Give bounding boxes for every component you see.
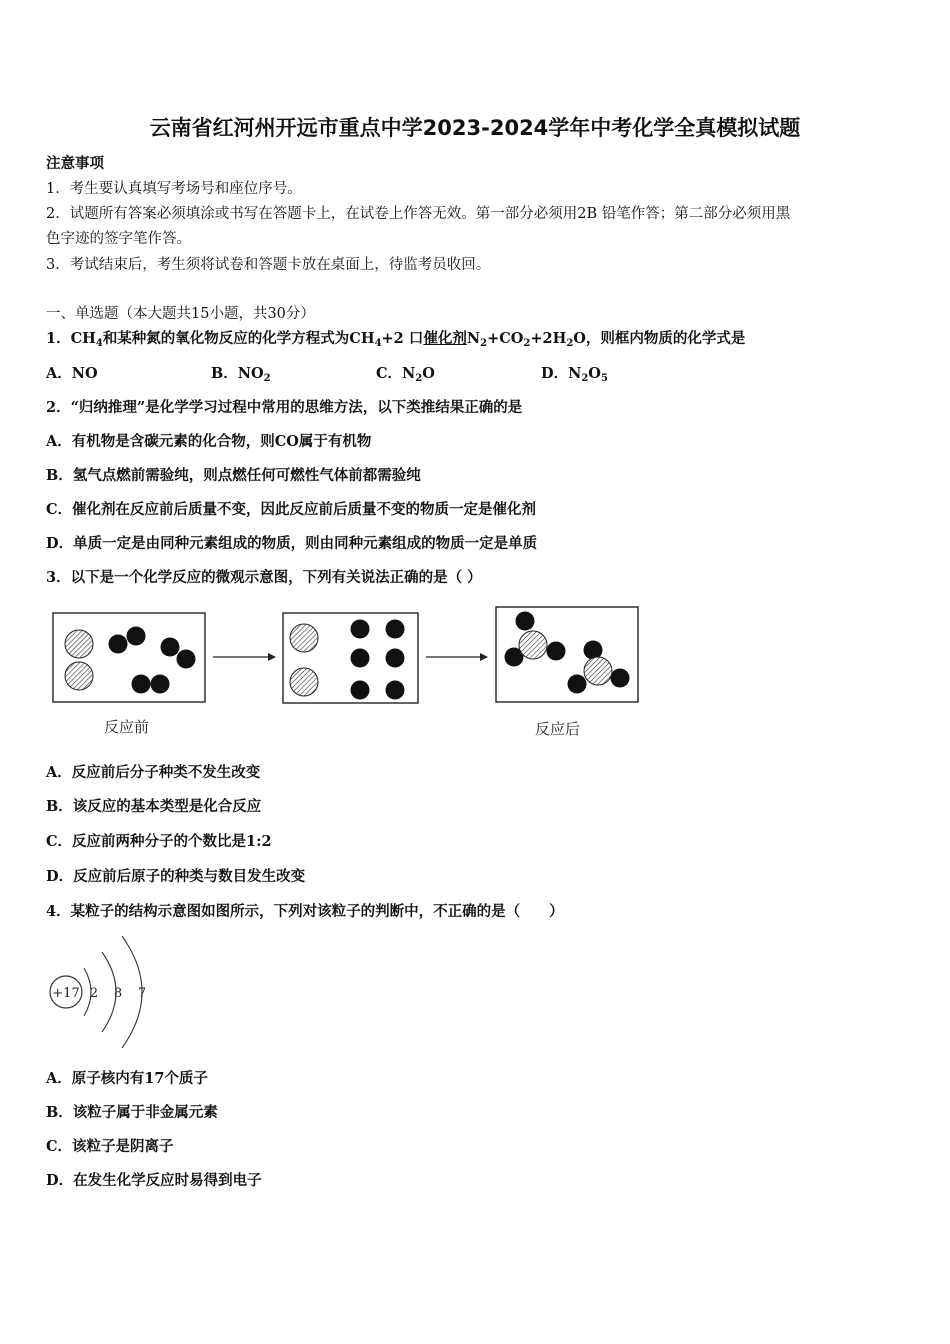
notice-item: 2．试题所有答案必须填涂或书写在答题卡上，在试卷上作答无效。第一部分必须用2B 铅笔作答；第二部分必须用黑: [46, 206, 791, 222]
q1-stem: 1．$CH_4$和某种氮的氧化物反应的化学方程式为$CH_4+2$ 口催化剂$N_2+CO_2+2H_2O$，则框内物质的化学式是: [46, 330, 746, 349]
option-c: C．$N_2O$: [376, 365, 435, 384]
option-b: B．$NO_2$: [211, 365, 271, 384]
q3-option-a: A．反应前后分子种类不发生改变: [46, 764, 261, 781]
box-before: [53, 613, 205, 702]
notice-item: 1．考生要认真填写考场号和座位序号。: [46, 181, 302, 197]
reaction-diagram: [40, 598, 660, 710]
shell-electrons-1: 2: [89, 986, 99, 1001]
catalyst-label: 催化剂: [423, 330, 467, 347]
arrow-2: [426, 653, 488, 661]
q2-option-b: B．氢气点燃前需验纯，则点燃任何可燃性气体前都需验纯: [46, 467, 421, 484]
shell-electrons-3: 7: [137, 986, 147, 1001]
notice-item: 色字迹的签字笔作答。: [46, 231, 191, 247]
arrow-1: [213, 653, 276, 661]
q4-option-c: C．该粒子是阴离子: [46, 1138, 174, 1155]
q3-stem: 3．以下是一个化学反应的微观示意图，下列有关说法正确的是（ ）: [46, 569, 482, 586]
nucleus-charge: +17: [52, 986, 80, 1001]
q4-option-b: B．该粒子属于非金属元素: [46, 1104, 218, 1121]
q2-option-a: A．有机物是含碳元素的化合物，则CO属于有机物: [46, 433, 372, 450]
page-title: 云南省红河州开远市重点中学2023-2024学年中考化学全真模拟试题: [149, 116, 801, 140]
q2-option-c: C．催化剂在反应前后质量不变，因此反应前后质量不变的物质一定是催化剂: [46, 501, 537, 518]
option-d: D．$N_2O_5$: [541, 365, 608, 384]
q3-option-b: B．该反应的基本类型是化合反应: [46, 798, 262, 815]
section-heading: 一、单选题（本大题共15小题，共30分）: [46, 306, 315, 322]
shell-electrons-2: 8: [113, 986, 123, 1001]
q3-option-c: C．反应前两种分子的个数比是1:2: [46, 833, 272, 850]
notice-item: 3．考试结束后，考生须将试卷和答题卡放在桌面上，待监考员收回。: [46, 257, 491, 273]
notice-heading: 注意事项: [46, 155, 104, 172]
q2-stem: 2．“归纳推理”是化学学习过程中常用的思维方法，以下类推结果正确的是: [46, 399, 523, 416]
q3-option-d: D．反应前后原子的种类与数目发生改变: [46, 868, 306, 885]
q2-option-d: D．单质一定是由同种元素组成的物质，则由同种元素组成的物质一定是单质: [46, 535, 538, 552]
box-after: [496, 607, 638, 702]
option-a: A．NO: [46, 365, 98, 382]
q4-option-a: A．原子核内有17个质子: [46, 1070, 208, 1087]
caption-after: 反应后: [535, 720, 581, 738]
atom-structure-diagram: [40, 930, 170, 1050]
caption-before: 反应前: [104, 718, 150, 736]
q1-options: [46, 362, 706, 383]
box-middle: [283, 613, 418, 703]
q4-stem: 4．某粒子的结构示意图如图所示，下列对该粒子的判断中，不正确的是（ ）: [46, 903, 564, 920]
q4-option-d: D．在发生化学反应时易得到电子: [46, 1172, 262, 1189]
